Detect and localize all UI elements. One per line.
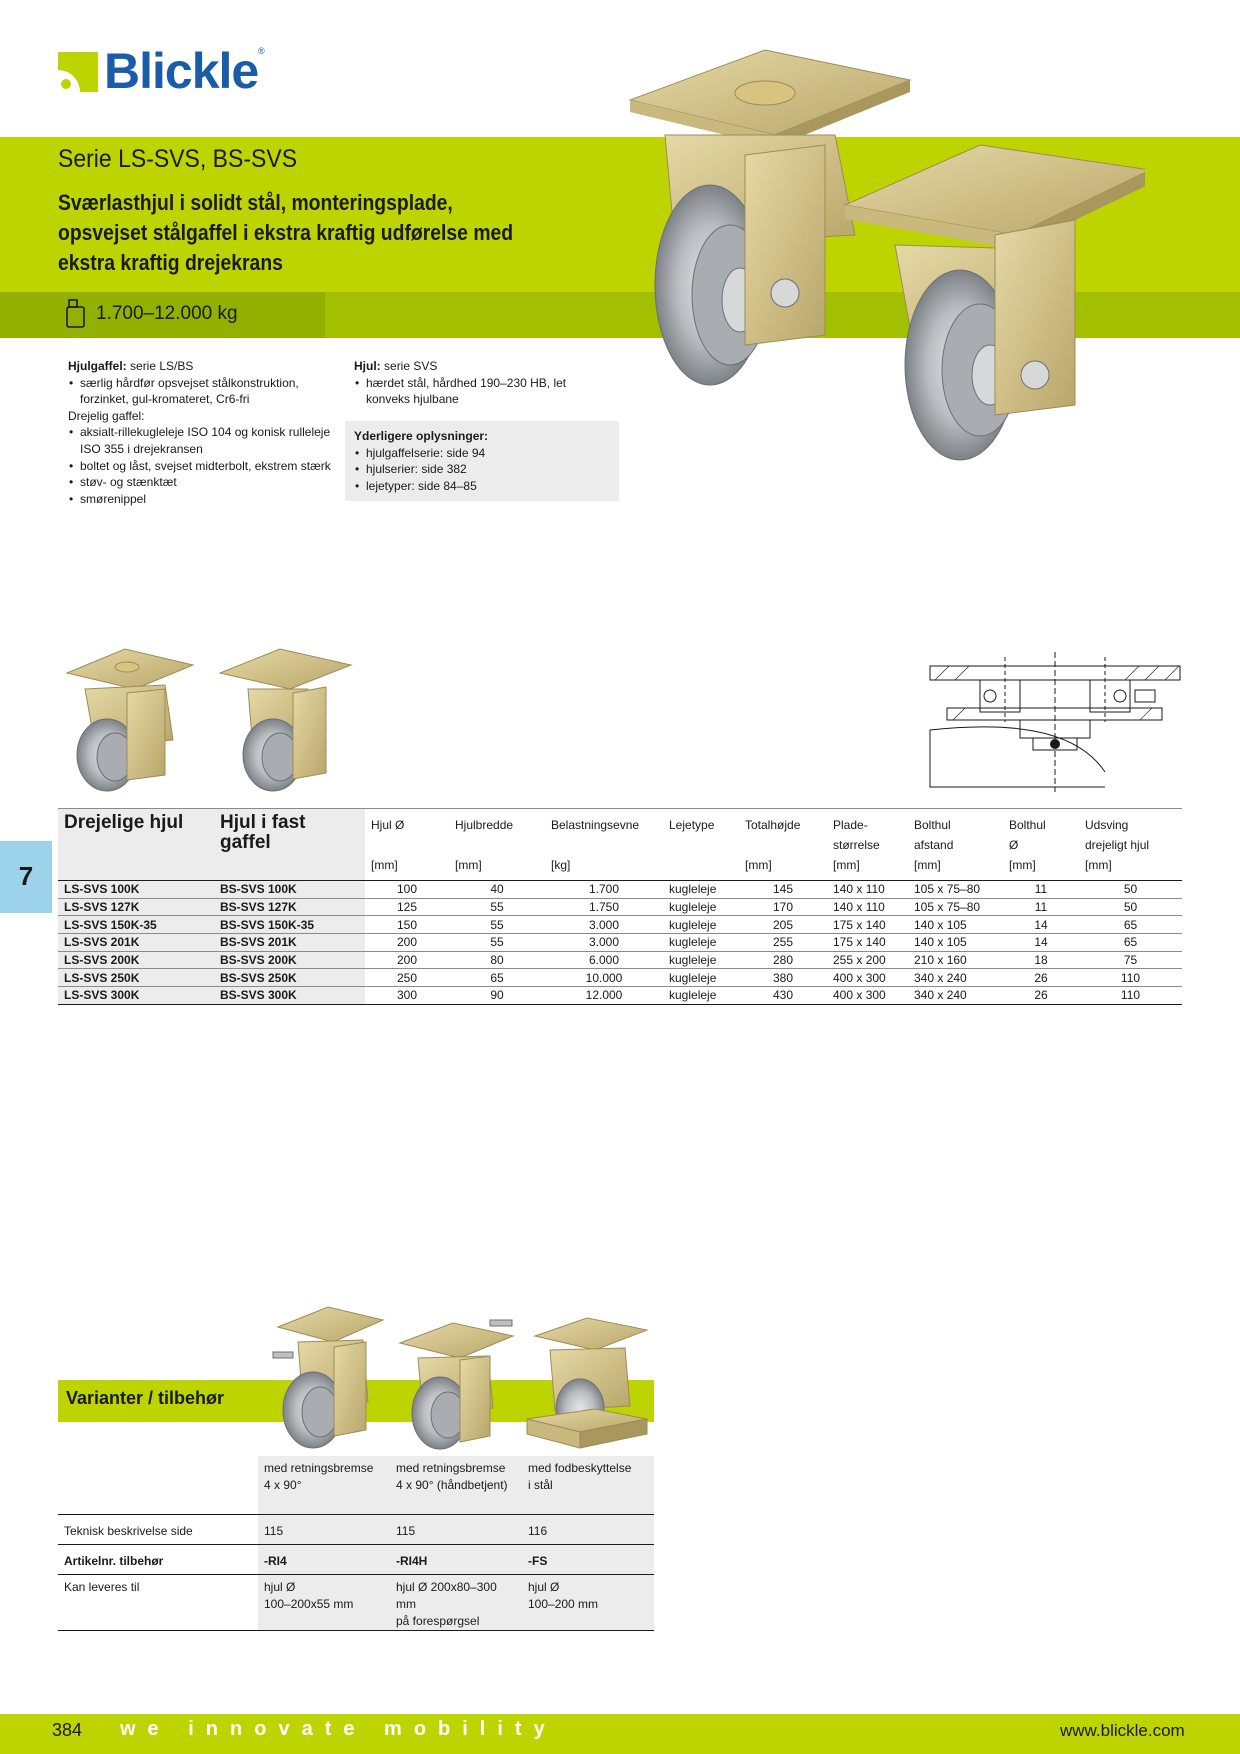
load-cell: 12.000 [545, 987, 663, 1005]
bolt-cell: 140 x 105 [908, 916, 1003, 934]
plate-cell: 175 x 140 [827, 916, 908, 934]
offset-cell: 110 [1079, 987, 1182, 1005]
bolt-cell: 105 x 75–80 [908, 881, 1003, 899]
bolt-cell: 340 x 240 [908, 969, 1003, 987]
table-row [58, 969, 1182, 987]
col-offset: Udsving drejeligt hjul [mm] [1085, 818, 1150, 872]
width-cell: 40 [449, 881, 545, 899]
product-table [58, 808, 1182, 1005]
variant-name: med retningsbremse 4 x 90° [258, 1456, 390, 1514]
hole-cell: 14 [1003, 934, 1079, 952]
variant-code-row [58, 1544, 654, 1574]
website-link[interactable]: www.blickle.com [1060, 1721, 1185, 1740]
offset-cell: 50 [1079, 881, 1182, 899]
bearing-cell: kugleleje [663, 987, 739, 1005]
bearing-cell: kugleleje [663, 951, 739, 969]
plate-cell: 400 x 300 [827, 969, 908, 987]
series-title: Serie LS-SVS, BS-SVS [58, 145, 298, 173]
diameter-cell: 100 [365, 881, 449, 899]
logo-text: Blickle [104, 43, 259, 99]
width-cell: 55 [449, 898, 545, 916]
swivel-item: • støv- og stænktæt [68, 474, 348, 491]
more-info-item: • lejetyper: side 84–85 [354, 478, 614, 495]
height-cell: 170 [739, 898, 827, 916]
fixed-code: BS-SVS 300K [214, 987, 365, 1005]
height-cell: 280 [739, 951, 827, 969]
plate-cell: 255 x 200 [827, 951, 908, 969]
cross-section-drawing [925, 652, 1185, 792]
fixed-code: BS-SVS 100K [214, 881, 365, 899]
page-number: 384 [52, 1720, 83, 1740]
variant-fs-image [525, 1314, 650, 1452]
col-diameter: Hjul Ø [mm] [371, 818, 405, 872]
product-headline: Sværlasthjul i solidt stål, monteringsplade, opsvejset stålgaffel i ekstra kraftig udførelse med ekstra kraftig drejekrans [58, 190, 514, 275]
bolt-cell: 340 x 240 [908, 987, 1003, 1005]
more-info [354, 428, 614, 494]
plate-cell: 400 x 300 [827, 987, 908, 1005]
more-info-item: • hjulgaffelserie: side 94 [354, 445, 614, 462]
wheel-label: Hjul: [354, 359, 381, 373]
width-cell: 65 [449, 969, 545, 987]
swivel-code: LS-SVS 300K [58, 987, 214, 1005]
offset-cell: 65 [1079, 916, 1182, 934]
variant-availability: hjul Ø 100–200x55 mm [258, 1574, 390, 1630]
offset-cell: 65 [1079, 934, 1182, 952]
bolt-cell: 140 x 105 [908, 934, 1003, 952]
swivel-code: LS-SVS 150K-35 [58, 916, 214, 934]
fixed-caster-image [218, 645, 353, 793]
swivel-label: Drejelig gaffel: [68, 408, 145, 423]
plate-cell: 140 x 110 [827, 881, 908, 899]
hole-cell: 26 [1003, 987, 1079, 1005]
fork-label: Hjulgaffel: [68, 359, 127, 373]
chapter-number: 7 [18, 861, 34, 891]
swivel-item: • aksialt-rillekugleleje ISO 104 og konisk rulleleje ISO 355 i drejekransen [68, 424, 348, 457]
bearing-cell: kugleleje [663, 969, 739, 987]
table-row [58, 987, 1182, 1005]
swivel-code: LS-SVS 200K [58, 951, 214, 969]
hero-caster-image [625, 45, 1145, 465]
wheel-value: serie SVS [384, 359, 438, 373]
load-cell: 3.000 [545, 916, 663, 934]
bolt-cell: 105 x 75–80 [908, 898, 1003, 916]
variant-name: med retningsbremse 4 x 90° (håndbetjent) [390, 1456, 522, 1514]
load-range: 1.700–12.000 kg [96, 303, 238, 324]
variant-availability-row [58, 1574, 654, 1630]
fork-item: • særlig hårdfør opsvejset stålkonstruktion, forzinket, gul-kromateret, Cr6-fri [68, 375, 348, 408]
hole-cell: 26 [1003, 969, 1079, 987]
variant-page-row [58, 1514, 654, 1544]
bearing-cell: kugleleje [663, 898, 739, 916]
width-cell: 55 [449, 934, 545, 952]
row-label: Teknisk beskrivelse side [58, 1514, 258, 1544]
fixed-code: BS-SVS 127K [214, 898, 365, 916]
col-plate: Plade- størrelse [mm] [833, 818, 880, 872]
fixed-code: BS-SVS 201K [214, 934, 365, 952]
diameter-cell: 150 [365, 916, 449, 934]
slogan: we innovate mobility [120, 1718, 557, 1740]
diameter-cell: 300 [365, 987, 449, 1005]
plate-cell: 175 x 140 [827, 934, 908, 952]
height-cell: 380 [739, 969, 827, 987]
fixed-code: BS-SVS 200K [214, 951, 365, 969]
table-row [58, 898, 1182, 916]
variant-page: 115 [390, 1514, 522, 1544]
logo-mark-icon [58, 52, 98, 92]
variant-name: med fodbeskyttelse i stål [522, 1456, 654, 1514]
wheel-description [354, 358, 604, 408]
fork-value: serie LS/BS [130, 359, 194, 373]
bearing-cell: kugleleje [663, 934, 739, 952]
col-swivel: Drejelige hjul [58, 809, 214, 881]
col-height: Totalhøjde [mm] [745, 818, 801, 872]
registered-mark: ® [258, 46, 265, 56]
variants-table [58, 1456, 654, 1631]
col-load: Belastningsevne [kg] [551, 818, 640, 872]
row-label: Artikelnr. tilbehør [58, 1544, 258, 1574]
diameter-cell: 200 [365, 951, 449, 969]
variant-availability: hjul Ø 200x80–300 mm på forespørgsel [390, 1574, 522, 1630]
variant-code: -FS [522, 1544, 654, 1574]
fixed-code: BS-SVS 150K-35 [214, 916, 365, 934]
variant-page: 116 [522, 1514, 654, 1544]
load-cell: 10.000 [545, 969, 663, 987]
swivel-code: LS-SVS 100K [58, 881, 214, 899]
swivel-code: LS-SVS 201K [58, 934, 214, 952]
blickle-logo [58, 43, 278, 99]
bearing-cell: kugleleje [663, 916, 739, 934]
swivel-item: • smørenippel [68, 491, 348, 508]
fixed-code: BS-SVS 250K [214, 969, 365, 987]
variant-ri4h-image [398, 1318, 518, 1452]
swivel-code: LS-SVS 127K [58, 898, 214, 916]
height-cell: 430 [739, 987, 827, 1005]
diameter-cell: 200 [365, 934, 449, 952]
hole-cell: 18 [1003, 951, 1079, 969]
bolt-cell: 210 x 160 [908, 951, 1003, 969]
table-row [58, 916, 1182, 934]
table-row [58, 881, 1182, 899]
height-cell: 205 [739, 916, 827, 934]
plate-cell: 140 x 110 [827, 898, 908, 916]
swivel-item: • boltet og låst, svejset midterbolt, ekstrem stærk [68, 458, 348, 475]
variant-availability: hjul Ø 100–200 mm [522, 1574, 654, 1630]
row-label: Kan leveres til [58, 1574, 258, 1630]
width-cell: 80 [449, 951, 545, 969]
width-cell: 55 [449, 916, 545, 934]
variants-title: Varianter / tilbehør [66, 1388, 225, 1408]
width-cell: 90 [449, 987, 545, 1005]
wheel-item: • hærdet stål, hårdhed 190–230 HB, let konveks hjulbane [354, 375, 604, 408]
bearing-cell: kugleleje [663, 881, 739, 899]
fork-description [68, 358, 348, 507]
load-cell: 3.000 [545, 934, 663, 952]
table-row [58, 934, 1182, 952]
col-bolt: Bolthul afstand [mm] [914, 818, 954, 872]
col-hole: Bolthul Ø [mm] [1009, 818, 1046, 872]
variant-ri4-image [268, 1302, 388, 1452]
variant-code: -RI4 [258, 1544, 390, 1574]
table-row [58, 951, 1182, 969]
swivel-caster-image [65, 645, 195, 793]
load-cell: 1.750 [545, 898, 663, 916]
variant-name-row [58, 1456, 654, 1514]
offset-cell: 110 [1079, 969, 1182, 987]
offset-cell: 50 [1079, 898, 1182, 916]
more-info-item: • hjulserier: side 382 [354, 461, 614, 478]
more-info-label: Yderligere oplysninger: [354, 429, 489, 443]
offset-cell: 75 [1079, 951, 1182, 969]
variant-code: -RI4H [390, 1544, 522, 1574]
col-width: Hjulbredde [mm] [455, 818, 514, 872]
hole-cell: 11 [1003, 881, 1079, 899]
load-cell: 1.700 [545, 881, 663, 899]
table-header-row [58, 809, 1182, 881]
col-fixed: Hjul i fast gaffel [214, 809, 365, 881]
col-bearing: Lejetype [669, 818, 715, 832]
variant-page: 115 [258, 1514, 390, 1544]
load-cell: 6.000 [545, 951, 663, 969]
height-cell: 145 [739, 881, 827, 899]
height-cell: 255 [739, 934, 827, 952]
weight-icon [66, 299, 86, 329]
swivel-code: LS-SVS 250K [58, 969, 214, 987]
hole-cell: 11 [1003, 898, 1079, 916]
hole-cell: 14 [1003, 916, 1079, 934]
diameter-cell: 250 [365, 969, 449, 987]
diameter-cell: 125 [365, 898, 449, 916]
